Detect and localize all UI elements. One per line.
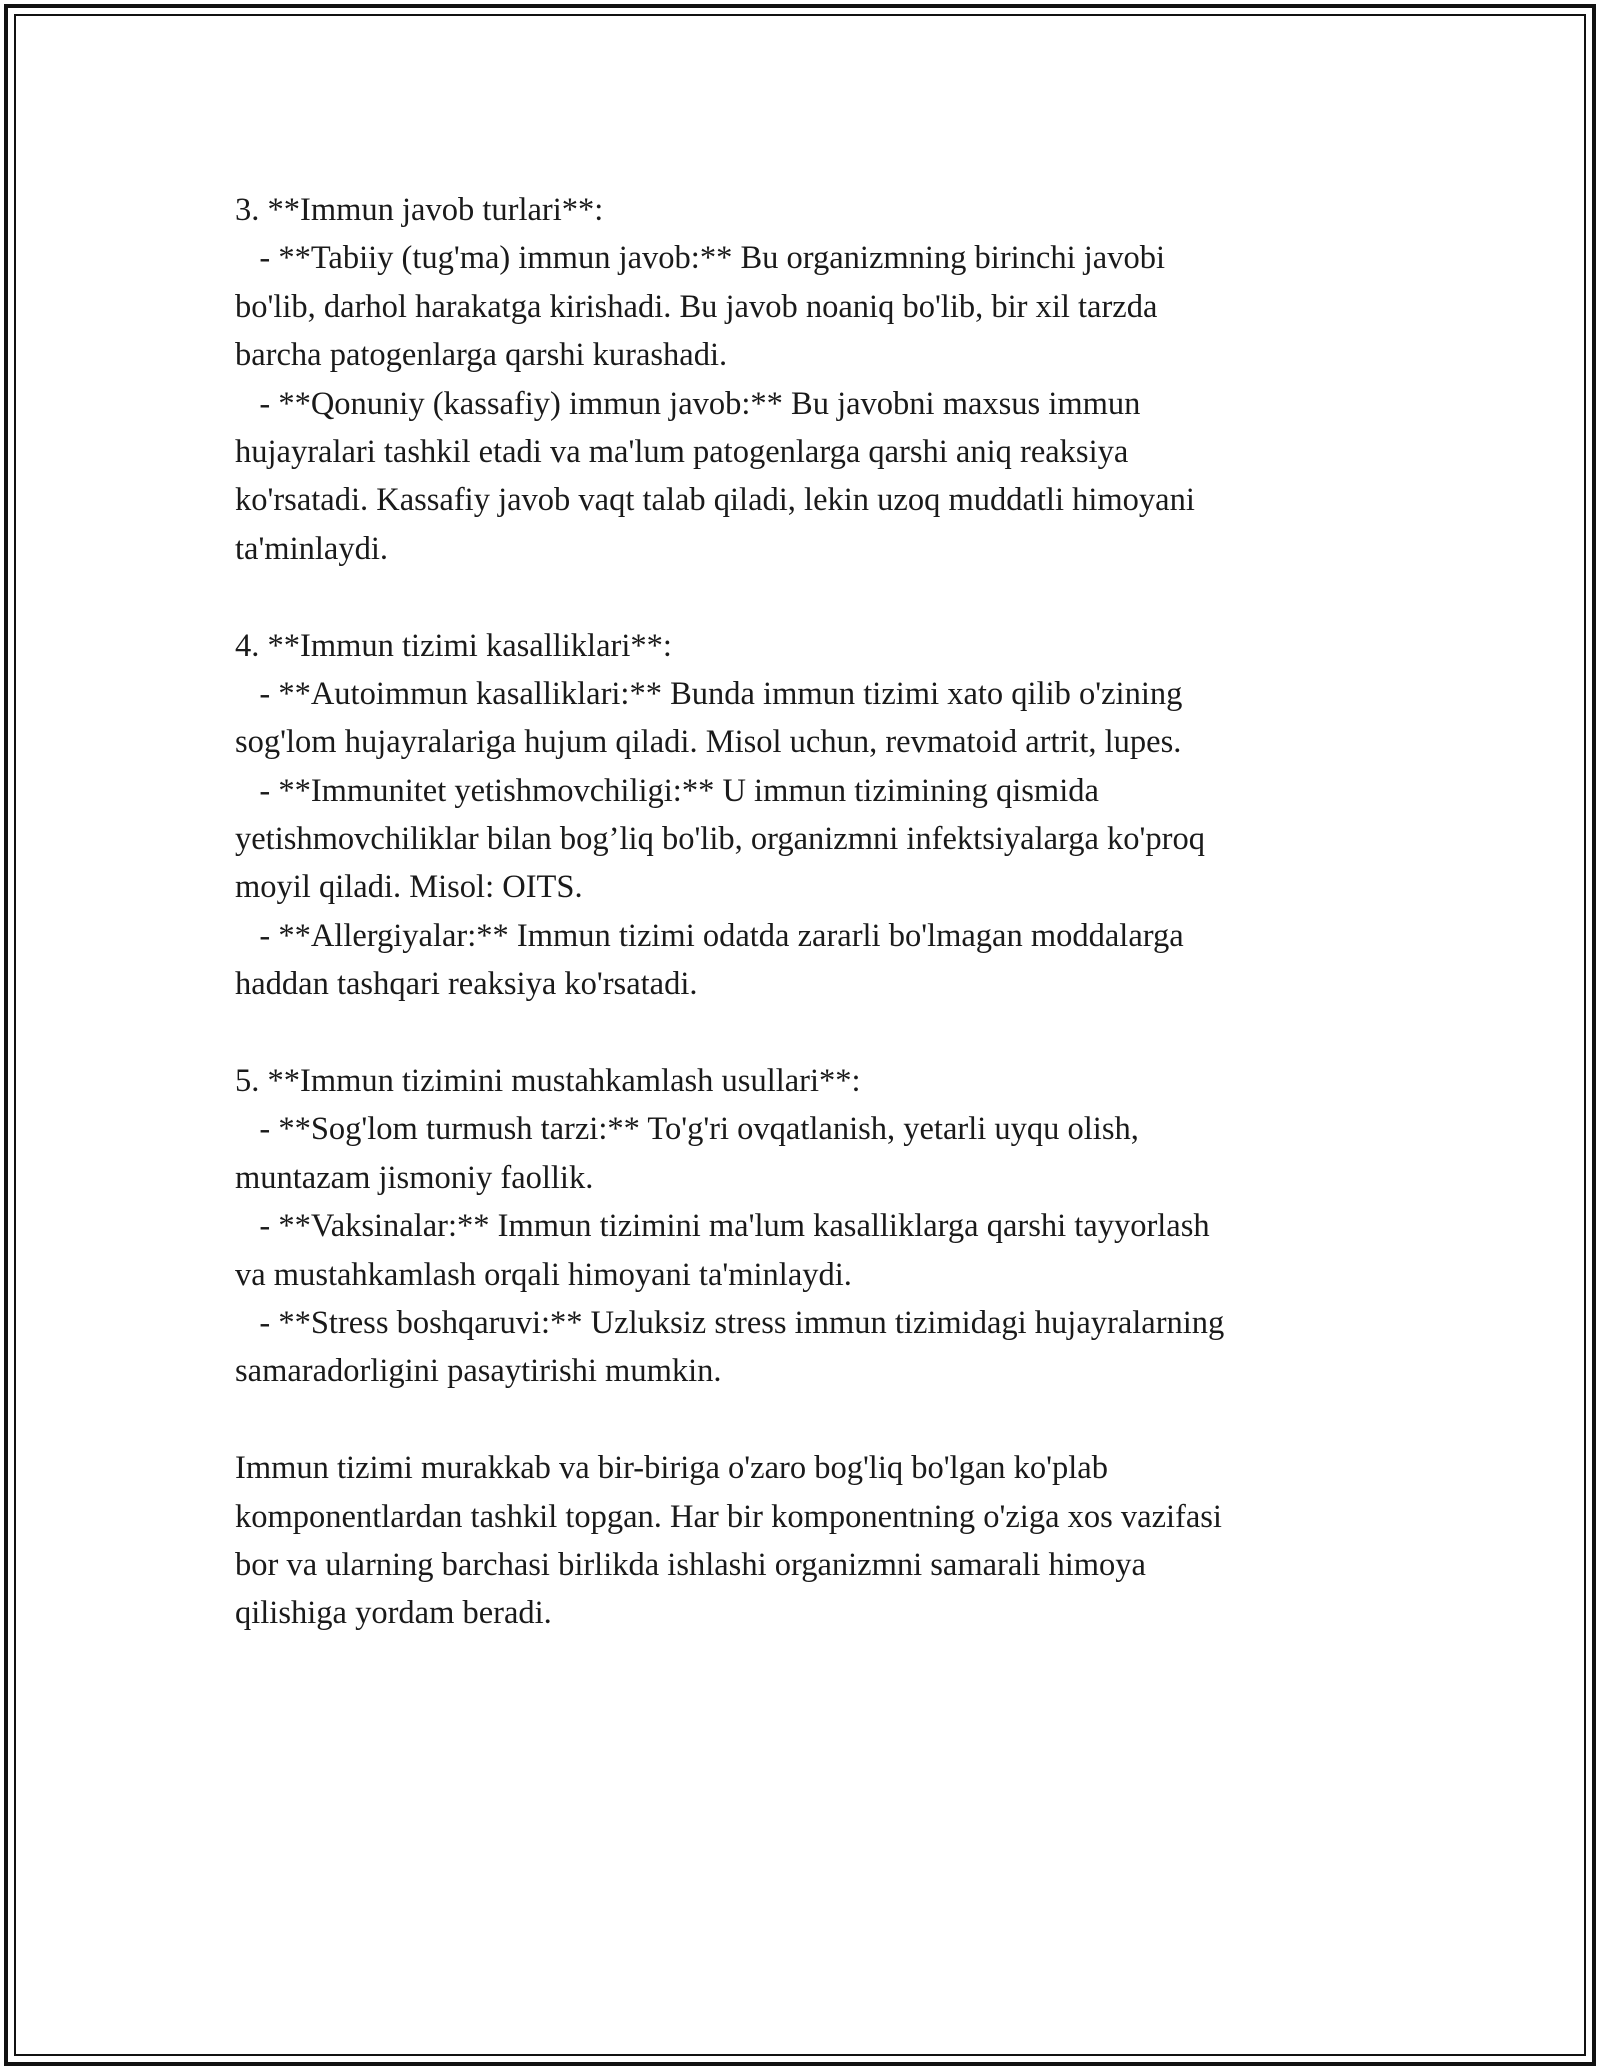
list-item	[235, 1299, 1375, 1396]
text-line: bor va ularning barchasi birlikda ishlashi organizmni samarali himoya	[235, 1546, 1146, 1583]
text-line: haddan tashqari reaksiya ko'rsatadi.	[235, 966, 698, 1003]
text-line: hujayralari tashkil etadi va ma'lum patogenlarga qarshi aniq reaksiya	[235, 433, 1129, 470]
text-line: - **Tabiiy (tug'ma) immun javob:** Bu organizmning birinchi javobi	[235, 240, 1165, 277]
text-line: bo'lib, darhol harakatga kirishadi. Bu javob noaniq bo'lib, bir xil tarzda	[235, 288, 1158, 325]
text-line: ta'minlaydi.	[235, 530, 388, 567]
text-line: Immun tizimi murakkab va bir-biriga o'zaro bog'liq bo'lgan ko'plab	[235, 1450, 1108, 1487]
text-line: - **Sog'lom turmush tarzi:** To'g'ri ovqatlanish, yetarli uyqu olish,	[235, 1111, 1139, 1148]
paragraph-gap	[235, 1396, 1375, 1444]
text-line: - **Qonuniy (kassafiy) immun javob:** Bu javobni maxsus immun	[235, 385, 1141, 422]
text-line: - **Allergiyalar:** Immun tizimi odatda zararli bo'lmagan moddalarga	[235, 917, 1184, 954]
paragraph-gap	[235, 573, 1375, 621]
text-line: sog'lom hujayralariga hujum qiladi. Misol uchun, revmatoid artrit, lupes.	[235, 724, 1182, 761]
section-heading: 3. **Immun javob turlari**:	[235, 192, 604, 228]
list-item	[235, 767, 1375, 912]
text-line: - **Vaksinalar:** Immun tizimini ma'lum kasalliklarga qarshi tayyorlash	[235, 1208, 1210, 1245]
text-line: - **Immunitet yetishmovchiligi:** U immun tizimining qismida	[235, 772, 1099, 809]
text-line: moyil qiladi. Misol: OITS.	[235, 869, 583, 906]
list-item	[235, 234, 1375, 379]
list-item	[235, 380, 1375, 574]
text-line: samaradorligini pasaytirishi mumkin.	[235, 1353, 722, 1390]
paragraph-gap	[235, 1009, 1375, 1057]
text-line: muntazam jismoniy faollik.	[235, 1159, 594, 1196]
conclusion-paragraph	[235, 1444, 1375, 1638]
text-line: yetishmovchiliklar bilan bog’liq bo'lib, organizmni infektsiyalarga ko'proq	[235, 821, 1205, 858]
document-body	[235, 186, 1375, 1638]
text-line: va mustahkamlash orqali himoyani ta'minlaydi.	[235, 1256, 852, 1293]
text-line: barcha patogenlarga qarshi kurashadi.	[235, 337, 728, 374]
text-line: qilishiga yordam beradi.	[235, 1595, 552, 1632]
list-item	[235, 1202, 1375, 1299]
text-line: - **Stress boshqaruvi:** Uzluksiz stress immun tizimidagi hujayralarning	[235, 1304, 1225, 1341]
list-item	[235, 912, 1375, 1009]
text-line: - **Autoimmun kasalliklari:** Bunda immun tizimi xato qilib o'zining	[235, 675, 1183, 712]
list-item	[235, 670, 1375, 767]
list-item	[235, 1105, 1375, 1202]
text-line: ko'rsatadi. Kassafiy javob vaqt talab qiladi, lekin uzoq muddatli himoyani	[235, 482, 1195, 519]
section-heading: 4. **Immun tizimi kasalliklari**:	[235, 627, 672, 664]
text-line: komponentlardan tashkil topgan. Har bir komponentning o'ziga xos vazifasi	[235, 1498, 1222, 1535]
section-heading: 5. **Immun tizimini mustahkamlash usullari**:	[235, 1063, 861, 1100]
